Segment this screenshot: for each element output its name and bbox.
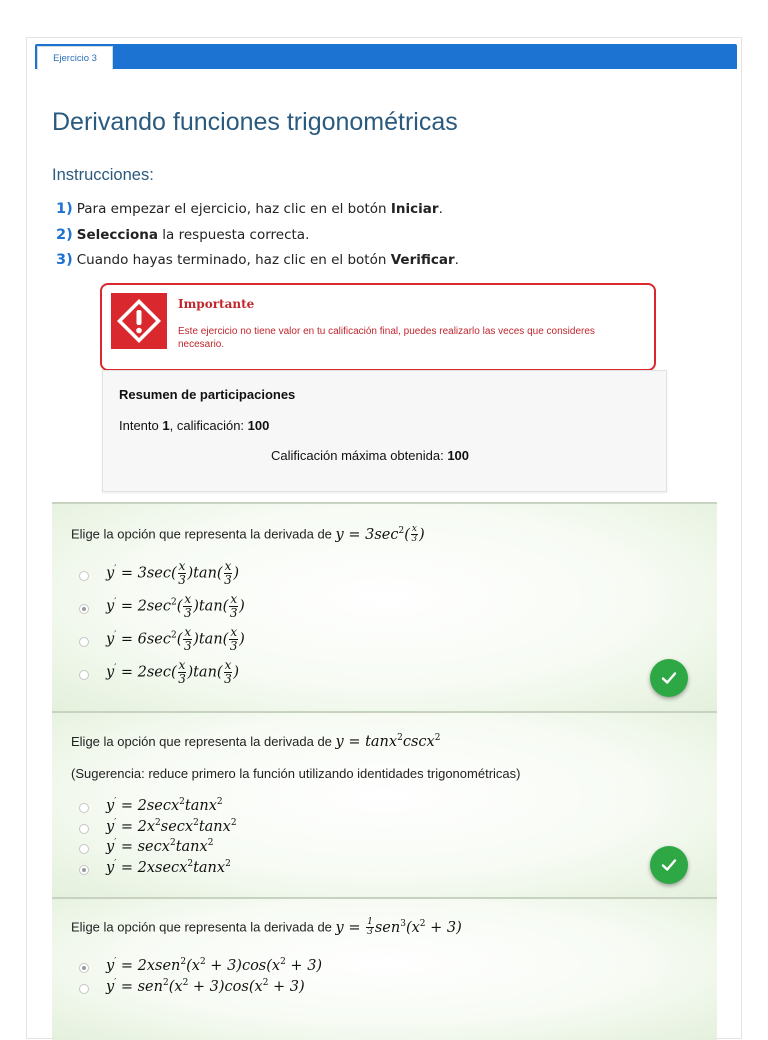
correct-check-icon [650, 846, 688, 884]
option-3[interactable]: y′ = secx$^2$tanx$^2$ [106, 838, 214, 855]
question-3 [52, 897, 717, 1040]
question-prompt: Elige la opción que representa la derivada de y = $\frac{1}{3}$ $sen^3(x^2 + 3)$ [71, 917, 462, 937]
question-prompt: Elige la opción que representa la derivada de $y = 3\sec^2$( $\frac{x}{3}$ ) [71, 524, 425, 544]
option-radio-3[interactable] [79, 844, 89, 854]
summary-title: Resumen de participaciones [119, 387, 296, 402]
tab-ejercicio-3[interactable]: Ejercicio 3 [37, 46, 113, 70]
option-3[interactable]: $y' = 6\sec^2$( $\frac{x}{3}$ )tan( $\frac{x}{3}$ ) [106, 625, 245, 653]
question-function: y = $\frac{1}{3}$ $sen^3(x^2 + 3)$ [335, 917, 462, 937]
option-radio-2[interactable] [79, 984, 89, 994]
option-4[interactable]: y′ = 2xsecx$^2$tanx$^2$ [106, 859, 231, 876]
important-title: Importante [178, 297, 255, 311]
option-2[interactable]: $y' = 2x^2\sec x^2\tan x^2$ [106, 818, 237, 835]
exercise-page [26, 37, 742, 1039]
option-radio-1[interactable] [79, 803, 89, 813]
option-radio-1[interactable] [79, 963, 89, 973]
question-1 [52, 502, 717, 711]
option-radio-3[interactable] [79, 637, 89, 647]
page-title: Derivando funciones trigonométricas [52, 108, 458, 136]
option-radio-2[interactable] [79, 824, 89, 834]
instruction-step: 3) Cuando hayas terminado, haz clic en el botón Verificar. [56, 252, 459, 268]
option-1[interactable]: y′ = 2secx$^2$tanx$^2$ [106, 797, 223, 814]
important-text: Este ejercicio no tiene valor en tu calificación final, puedes realizarlo las veces que consideres necesario. [178, 326, 595, 350]
option-radio-4[interactable] [79, 865, 89, 875]
attempt-line: Intento 1, calificación: 100 [119, 418, 270, 433]
max-score-line: Calificación máxima obtenida: 100 [271, 448, 470, 463]
tab-bar [35, 44, 737, 69]
instruction-step: 2) Selecciona la respuesta correcta. [56, 226, 310, 243]
question-2 [52, 711, 717, 897]
question-prompt: Elige la opción que representa la derivada de y = tanx$^2$cscx$^2$ [71, 733, 441, 750]
option-radio-1[interactable] [79, 571, 89, 581]
instruction-steps [56, 200, 459, 277]
question-function: y = tanx$^2$cscx$^2$ [335, 733, 441, 750]
option-2[interactable]: $y' = sen^2(x^2 + 3)\cos(x^2 + 3)$ [106, 978, 305, 995]
option-1[interactable]: y′ = 3sec( $\frac{x}{3}$ )tan( $\frac{x}{3}$ ) [106, 559, 240, 587]
option-radio-2[interactable] [79, 604, 89, 614]
correct-check-icon [650, 659, 688, 697]
question-function: $y = 3\sec^2$( $\frac{x}{3}$ ) [335, 524, 425, 544]
option-2[interactable]: $y' = 2\sec^2$( $\frac{x}{3}$ )tan( $\frac{x}{3}$ ) [106, 592, 245, 620]
instructions-heading: Instrucciones: [52, 166, 154, 184]
warning-icon [111, 293, 167, 349]
option-radio-4[interactable] [79, 670, 89, 680]
option-1[interactable]: $y' = 2xsen^2(x^2 + 3)\cos(x^2 + 3)$ [106, 957, 323, 974]
participation-summary [102, 370, 667, 492]
instruction-step: 1) Para empezar el ejercicio, haz clic en el botón Iniciar. [56, 201, 443, 217]
option-4[interactable]: y′ = 2sec( $\frac{x}{3}$ )tan( $\frac{x}{3}$ ) [106, 658, 240, 686]
question-hint: (Sugerencia: reduce primero la función utilizando identidades trigonométricas) [71, 766, 521, 781]
important-notice [100, 283, 656, 371]
